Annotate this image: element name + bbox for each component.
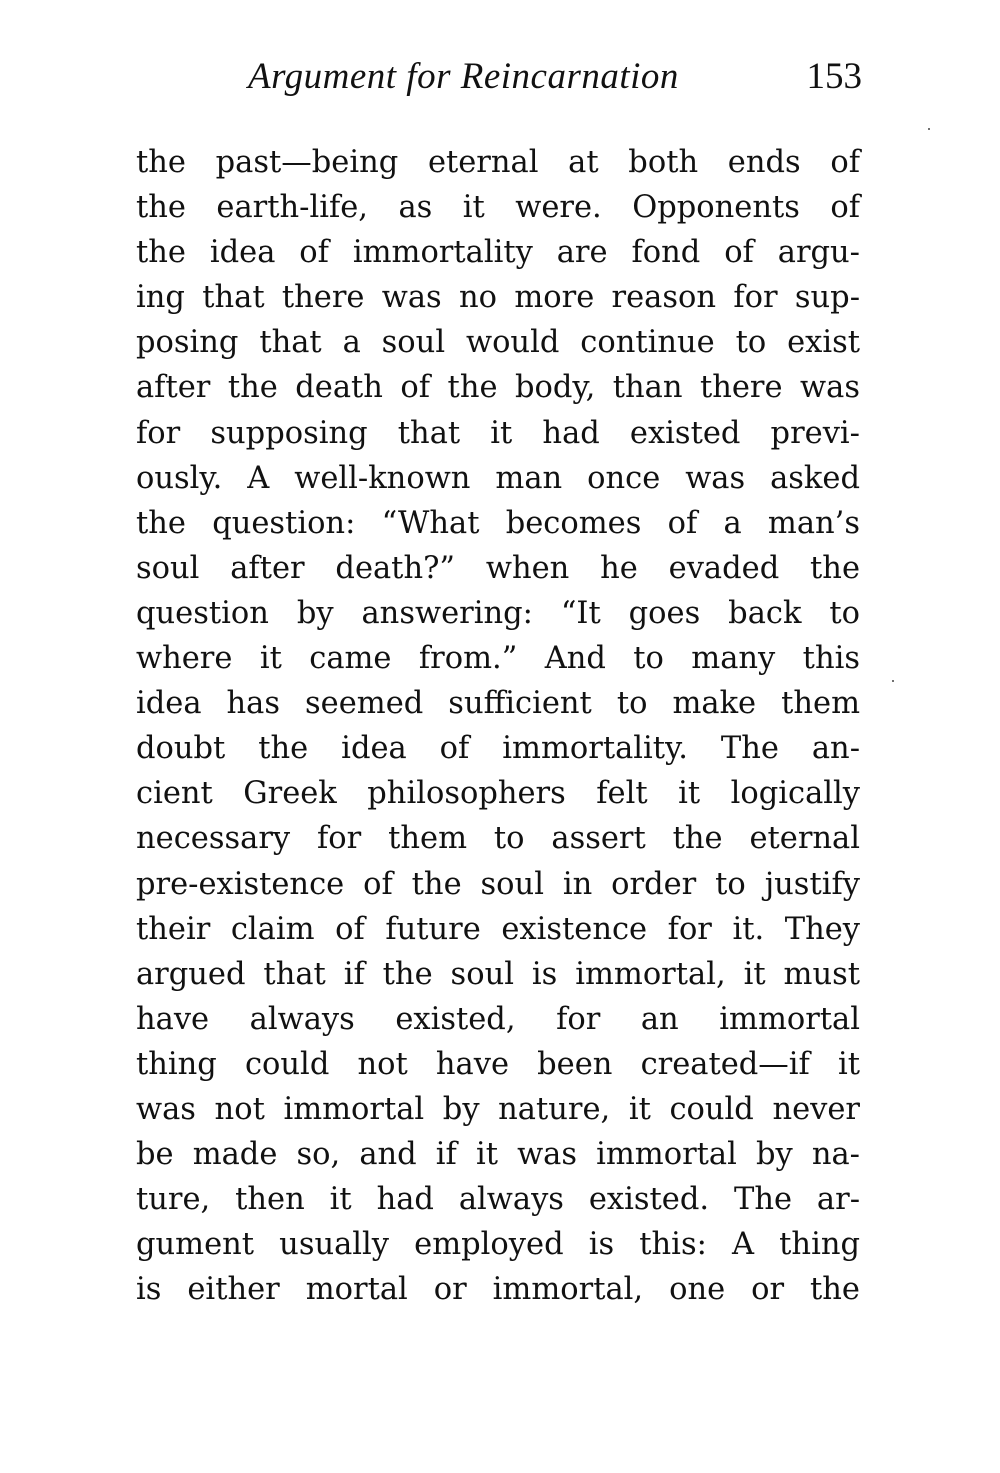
text-line: the past—being eternal at both ends of <box>136 145 860 180</box>
scan-speck <box>928 128 930 130</box>
running-head <box>248 55 862 103</box>
text-line: question by answering: “It goes back to <box>136 595 860 631</box>
text-line: soul after death?” when he evaded the <box>136 550 860 586</box>
text-line: where it came from.” And to many this <box>136 641 860 677</box>
text-line: idea has seemed sufficient to make them <box>136 686 860 722</box>
text-line: the earth-life, as it were. Opponents of <box>136 190 860 226</box>
text-line: the idea of immortality are fond of argu- <box>136 235 860 271</box>
running-title: Argument for Reincarnation <box>248 56 679 97</box>
text-line: cient Greek philosophers felt it logically <box>136 776 860 812</box>
text-line: gument usually employed is this: A thing <box>136 1227 860 1263</box>
text-line: was not immortal by nature, it could never <box>136 1091 860 1127</box>
text-line: pre-existence of the soul in order to justify <box>136 866 860 902</box>
text-line: be made so, and if it was immortal by na- <box>136 1137 860 1173</box>
text-line: for supposing that it had existed previ- <box>136 415 860 451</box>
body-text <box>136 140 860 1312</box>
text-line: have always existed, for an immortal <box>136 1001 860 1037</box>
text-line: argued that if the soul is immortal, it must <box>136 956 860 992</box>
text-line: thing could not have been created—if it <box>136 1046 860 1082</box>
text-line: the question: “What becomes of a man’s <box>136 505 860 541</box>
page-number: 153 <box>806 56 862 97</box>
text-line: ture, then it had always existed. The ar- <box>136 1182 860 1218</box>
text-line: ing that there was no more reason for sup- <box>136 280 860 316</box>
text-line: necessary for them to assert the eternal <box>136 821 860 857</box>
text-line: after the death of the body, than there was <box>136 370 860 406</box>
text-line: their claim of future existence for it. They <box>136 911 860 947</box>
scan-speck <box>892 680 894 682</box>
text-line: is either mortal or immortal, one or the <box>136 1272 860 1308</box>
text-line: posing that a soul would continue to exist <box>136 325 860 361</box>
text-line: doubt the idea of immortality. The an- <box>136 731 860 767</box>
text-line: ously. A well-known man once was asked <box>136 460 860 496</box>
